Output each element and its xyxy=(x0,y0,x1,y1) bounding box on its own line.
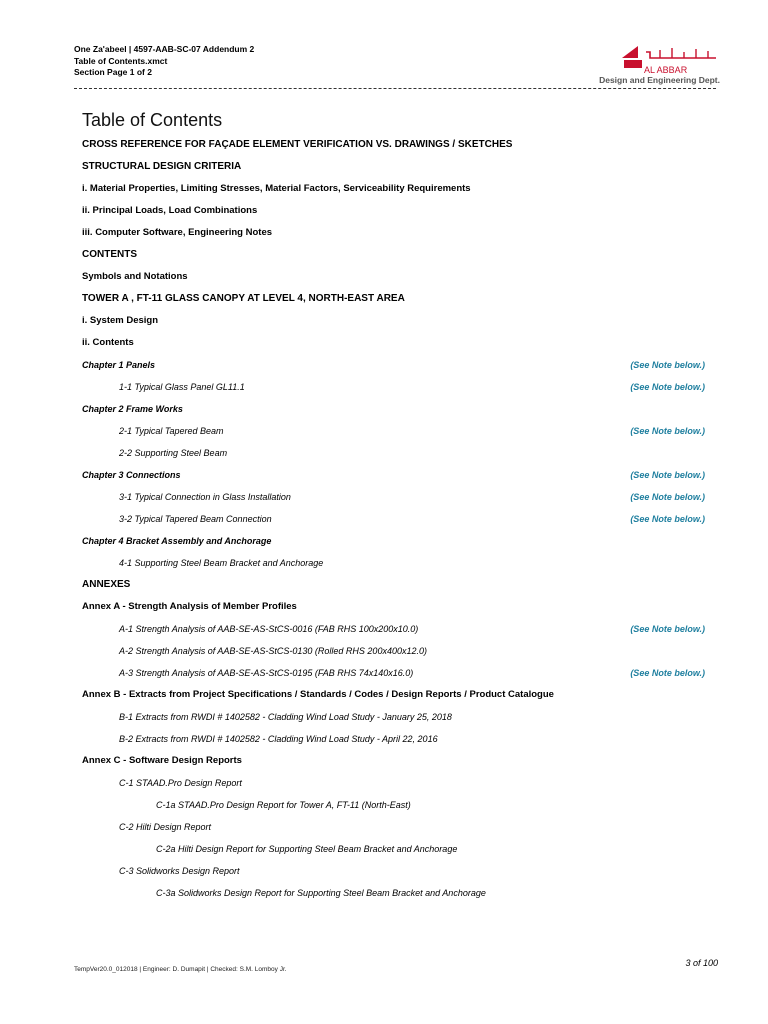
page-number: 3 of 100 xyxy=(685,958,718,968)
toc-entry xyxy=(82,222,722,244)
toc-entry xyxy=(82,574,722,596)
toc-entry xyxy=(82,772,722,794)
toc-entry xyxy=(82,728,722,750)
toc-entry-text: Annex A - Strength Analysis of Member Profiles xyxy=(82,601,297,612)
toc-entry-text: i. Material Properties, Limiting Stresses, Material Factors, Serviceability Requirements xyxy=(82,183,471,194)
toc-entry xyxy=(82,442,722,464)
see-note-link: (See Note below.) xyxy=(630,514,705,524)
toc-entry-text: 2-2 Supporting Steel Beam xyxy=(119,448,228,458)
toc-entry-text: C-1 STAAD.Pro Design Report xyxy=(119,778,242,788)
toc-entry-text: Symbols and Notations xyxy=(82,271,188,282)
toc-entry-text: ii. Principal Loads, Load Combinations xyxy=(82,205,258,216)
toc-entry xyxy=(82,420,722,442)
toc-entry xyxy=(82,596,722,618)
toc-entry xyxy=(82,838,722,860)
toc-entry xyxy=(82,266,722,288)
toc-entry xyxy=(82,310,722,332)
toc-entry xyxy=(82,750,722,772)
toc-entry xyxy=(82,618,722,640)
header-file: Table of Contents.xmct xyxy=(74,55,168,66)
toc-entry xyxy=(82,508,722,530)
toc-entry xyxy=(82,332,722,354)
toc-entry xyxy=(82,178,722,200)
toc-entry-text: C-3a Solidworks Design Report for Supporting Steel Beam Bracket and Anchorage xyxy=(156,888,486,898)
header-project: One Za'abeel | 4597-AAB-SC-07 Addendum 2 xyxy=(74,44,255,54)
toc-entry-text: ii. Contents xyxy=(82,337,134,348)
svg-text:AL ABBAR: AL ABBAR xyxy=(644,65,688,75)
toc-entry-text: C-1a STAAD.Pro Design Report for Tower A, FT-11 (North-East) xyxy=(156,800,411,810)
toc-entry-text: Chapter 4 Bracket Assembly and Anchorage xyxy=(82,536,272,546)
toc-entry-text: A-2 Strength Analysis of AAB-SE-AS-StCS-0130 (Rolled RHS 200x400x12.0) xyxy=(119,646,427,656)
toc-entry xyxy=(82,398,722,420)
al-abbar-logo xyxy=(620,44,720,76)
toc-entry-text: 2-1 Typical Tapered Beam xyxy=(119,426,224,436)
toc-entry xyxy=(82,134,722,156)
department-label: Design and Engineering Dept. xyxy=(599,75,720,85)
toc-entry-text: Chapter 1 Panels xyxy=(82,360,156,370)
toc-entry-text: B-1 Extracts from RWDI # 1402582 - Cladding Wind Load Study - January 25, 2018 xyxy=(119,712,452,722)
toc-entry-text: Annex B - Extracts from Project Specifications / Standards / Codes / Design Reports / Product Catalogue xyxy=(82,689,554,700)
toc-entry-text: CROSS REFERENCE FOR FAÇADE ELEMENT VERIFICATION VS. DRAWINGS / SKETCHES xyxy=(82,139,513,150)
see-note-link: (See Note below.) xyxy=(630,360,705,370)
toc-entry-text: Chapter 2 Frame Works xyxy=(82,404,183,414)
see-note-link: (See Note below.) xyxy=(630,668,705,678)
see-note-link: (See Note below.) xyxy=(630,382,705,392)
toc-entry-text: iii. Computer Software, Engineering Notes xyxy=(82,227,273,238)
header-rule xyxy=(74,88,716,89)
toc-entry-text: C-2 Hilti Design Report xyxy=(119,822,212,832)
toc-entry xyxy=(82,706,722,728)
toc-entry xyxy=(82,882,722,904)
see-note-link: (See Note below.) xyxy=(630,624,705,634)
toc-entry-text: Chapter 3 Connections xyxy=(82,470,181,480)
toc-entry xyxy=(82,288,722,310)
toc-entry-text: Annex C - Software Design Reports xyxy=(82,755,242,766)
toc-entry xyxy=(82,376,722,398)
toc-entry-text: B-2 Extracts from RWDI # 1402582 - Cladding Wind Load Study - April 22, 2016 xyxy=(119,734,438,744)
page-title: Table of Contents xyxy=(82,110,223,130)
toc-entry xyxy=(82,156,722,178)
toc-entry-text: A-1 Strength Analysis of AAB-SE-AS-StCS-0016 (FAB RHS 100x200x10.0) xyxy=(119,624,419,634)
document-header xyxy=(74,44,254,79)
toc-entry-text: 3-1 Typical Connection in Glass Installation xyxy=(119,492,291,502)
toc-entry-text: ANNEXES xyxy=(82,579,131,590)
toc-entry xyxy=(82,640,722,662)
toc-entry-text: i. System Design xyxy=(82,315,159,326)
toc-entry-text: 1-1 Typical Glass Panel GL11.1 xyxy=(119,382,245,392)
toc-entry xyxy=(82,486,722,508)
toc-entry-text: 4-1 Supporting Steel Beam Bracket and Anchorage xyxy=(119,558,324,568)
toc-entry xyxy=(82,200,722,222)
toc-entry-text: TOWER A , FT-11 GLASS CANOPY AT LEVEL 4, NORTH-EAST AREA xyxy=(82,293,405,304)
footer-info: TempVer20.0_012018 | Engineer: D. Dumapit | Checked: S.M. Lomboy Jr. xyxy=(74,966,287,973)
see-note-link: (See Note below.) xyxy=(630,492,705,502)
header-section: Section Page 1 of 2 xyxy=(74,67,152,77)
toc-entry-text: A-3 Strength Analysis of AAB-SE-AS-StCS-0195 (FAB RHS 74x140x16.0) xyxy=(119,668,414,678)
toc-entry xyxy=(82,244,722,266)
toc-entry-text: 3-2 Typical Tapered Beam Connection xyxy=(119,514,272,524)
toc-entry xyxy=(82,464,722,486)
see-note-link: (See Note below.) xyxy=(630,426,705,436)
toc-entry xyxy=(82,794,722,816)
table-of-contents xyxy=(82,134,722,904)
toc-entry-text: CONTENTS xyxy=(82,249,137,260)
toc-entry-text: C-2a Hilti Design Report for Supporting Steel Beam Bracket and Anchorage xyxy=(156,844,458,854)
toc-entry xyxy=(82,860,722,882)
toc-entry xyxy=(82,816,722,838)
toc-entry xyxy=(82,662,722,684)
toc-entry xyxy=(82,354,722,376)
toc-entry xyxy=(82,684,722,706)
see-note-link: (See Note below.) xyxy=(630,470,705,480)
toc-entry xyxy=(82,530,722,552)
toc-entry-text: STRUCTURAL DESIGN CRITERIA xyxy=(82,161,242,172)
toc-entry xyxy=(82,552,722,574)
toc-entry-text: C-3 Solidworks Design Report xyxy=(119,866,240,876)
